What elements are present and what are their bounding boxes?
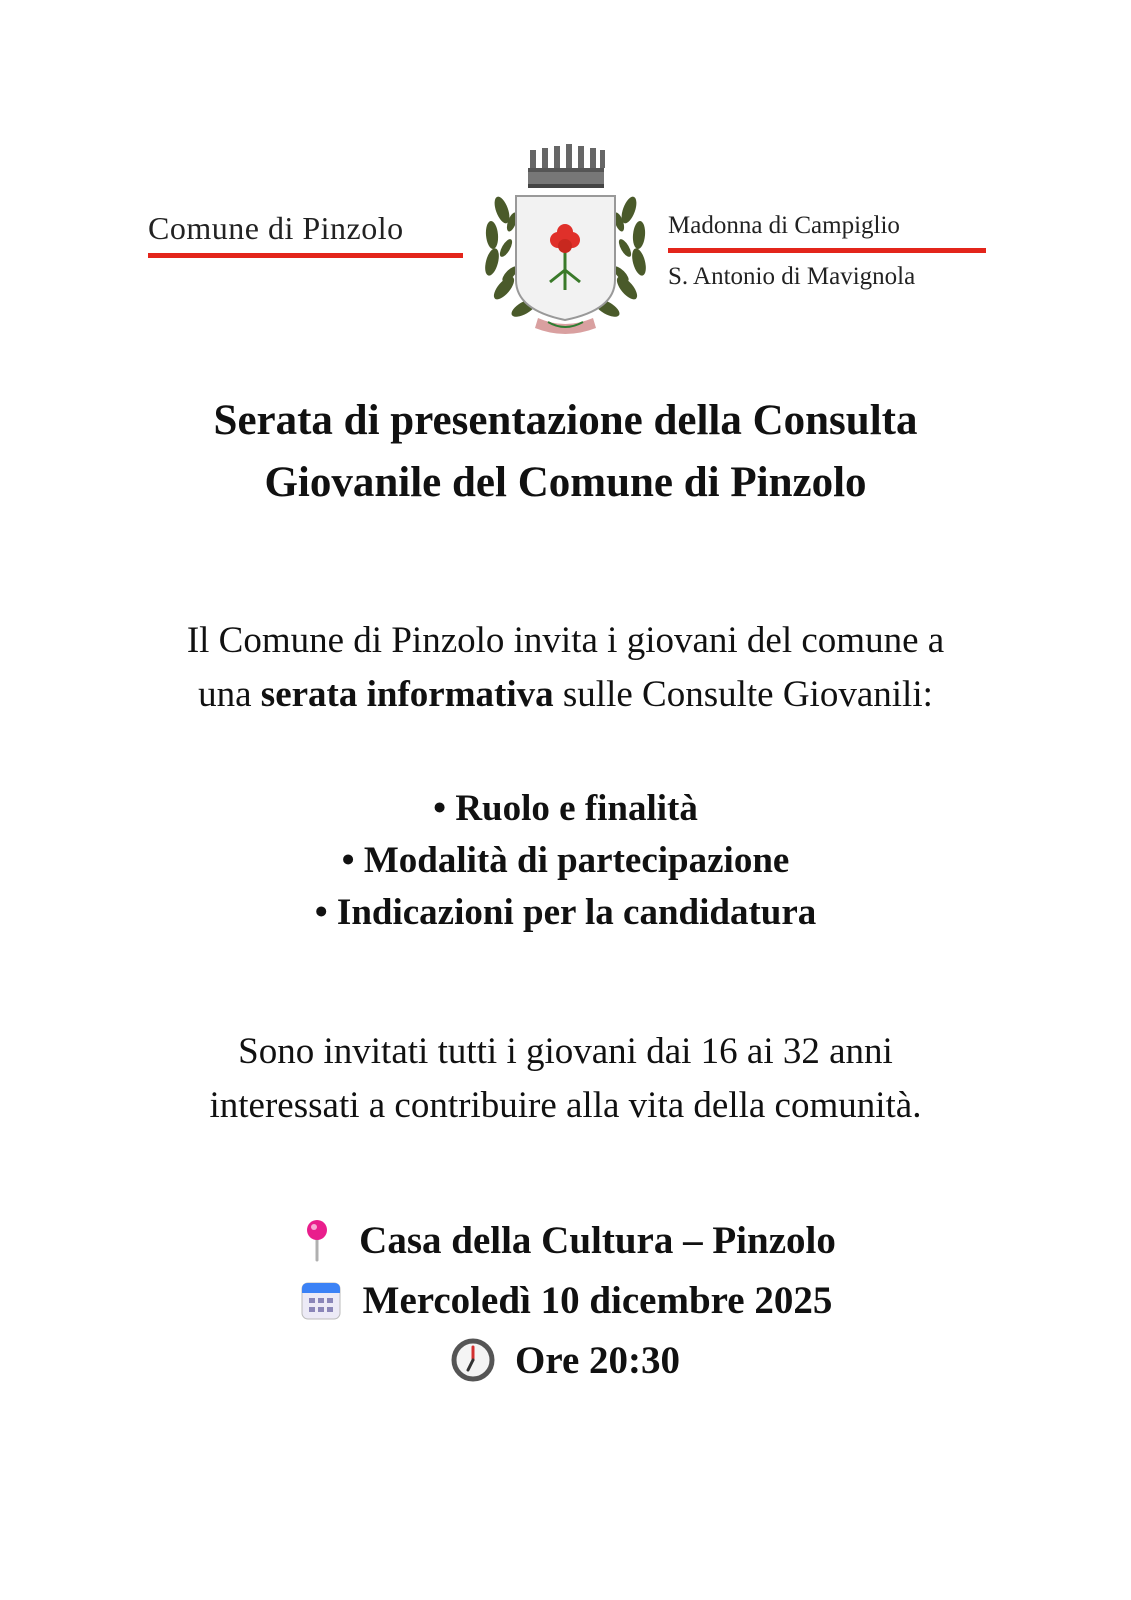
- pin-icon: [295, 1218, 339, 1262]
- calendar-icon: [299, 1278, 343, 1322]
- location-row: [0, 1210, 1131, 1270]
- time-row: [0, 1330, 1131, 1390]
- clock-icon: [451, 1338, 495, 1382]
- coat-of-arms-emblem: [478, 140, 653, 340]
- intro-line-2-pre: una: [198, 674, 261, 715]
- header: [0, 140, 1131, 350]
- page-title: [0, 390, 1131, 514]
- intro-line-1: Il Comune di Pinzolo invita i giovani del comune a: [186, 620, 945, 661]
- header-divider-right: [668, 248, 986, 253]
- invitation-paragraph: [0, 1025, 1131, 1133]
- event-time: Ore 20:30: [515, 1338, 680, 1382]
- header-right: [668, 212, 986, 291]
- date-row: [0, 1270, 1131, 1330]
- municipality-name: Comune di Pinzolo: [148, 210, 404, 246]
- invite-line-1: Sono invitati tutti i giovani dai 16 ai 32 anni: [238, 1031, 893, 1072]
- crown-icon: [528, 144, 605, 188]
- event-details: [0, 1210, 1131, 1390]
- list-item: • Modalità di partecipazione: [341, 840, 790, 881]
- invite-line-2: interessati a contribuire alla vita della comunità.: [209, 1085, 922, 1126]
- header-divider-left: [148, 253, 463, 258]
- header-left: [148, 210, 458, 258]
- list-item: • Indicazioni per la candidatura: [314, 892, 817, 933]
- title-line-2: Giovanile del Comune di Pinzolo: [264, 459, 867, 506]
- intro-highlight: serata informativa: [260, 674, 554, 715]
- intro-line-2-post: sulle Consulte Giovanili:: [553, 674, 933, 715]
- locality-1: Madonna di Campiglio: [668, 212, 900, 239]
- intro-paragraph: [0, 614, 1131, 722]
- list-item: • Ruolo e finalità: [433, 788, 698, 829]
- topics-list: [0, 783, 1131, 939]
- title-line-1: Serata di presentazione della Consulta: [213, 397, 918, 444]
- event-location: Casa della Cultura – Pinzolo: [359, 1218, 836, 1262]
- locality-2: S. Antonio di Mavignola: [668, 263, 916, 290]
- event-date: Mercoledì 10 dicembre 2025: [362, 1278, 833, 1322]
- intro-line-2: [0, 668, 1131, 722]
